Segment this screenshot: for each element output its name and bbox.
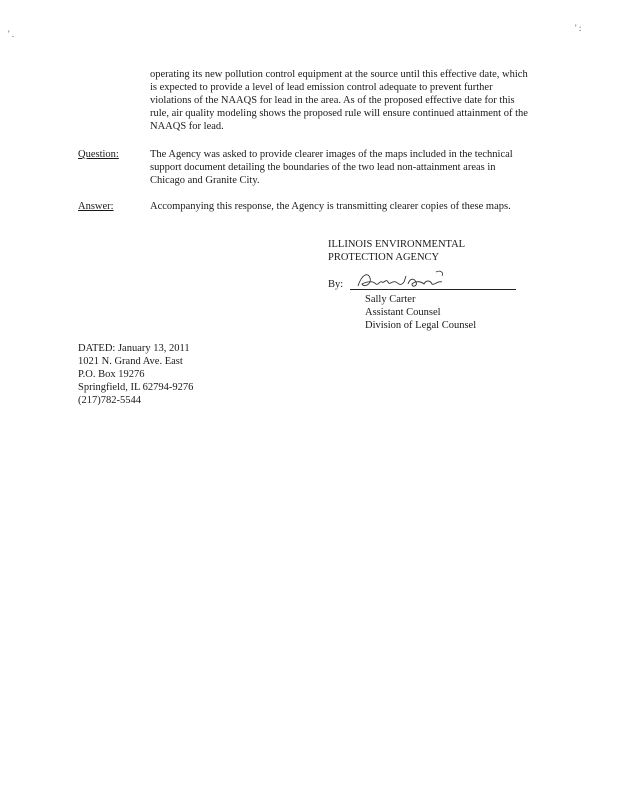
question-label: Question:: [78, 149, 119, 160]
signer-division: Division of Legal Counsel: [365, 320, 477, 331]
paragraph-line: operating its new pollution control equipment at the source until this effective date, which: [150, 69, 528, 80]
agency-line: PROTECTION AGENCY: [328, 252, 440, 263]
question-line: Chicago and Granite City.: [150, 175, 260, 186]
paragraph-line: NAAQS for lead.: [150, 121, 224, 132]
dated-line: DATED: January 13, 2011: [78, 343, 190, 354]
question-line: support document detailing the boundaries of the two lead non-attainment areas in: [150, 162, 496, 173]
scan-mark-top-right: ' :: [575, 23, 582, 33]
answer-label: Answer:: [78, 201, 114, 212]
handwritten-signature: [352, 268, 462, 294]
address-line: 1021 N. Grand Ave. East: [78, 356, 183, 367]
paragraph-line: is expected to provide a level of lead emission control adequate to prevent further: [150, 82, 493, 93]
continued-paragraph: [150, 68, 550, 133]
agency-name: [328, 238, 548, 264]
signer-name: Sally Carter: [365, 294, 416, 305]
question-line: The Agency was asked to provide clearer images of the maps included in the technical: [150, 149, 513, 160]
by-label: By:: [328, 279, 344, 290]
address-line: Springfield, IL 62794-9276: [78, 382, 194, 393]
answer-text: [150, 200, 560, 213]
signer-title: Assistant Counsel: [365, 307, 441, 318]
paragraph-line: rule, air quality modeling shows the proposed rule will ensure continued attainment of the: [150, 108, 528, 119]
signature-line: [328, 278, 528, 294]
scan-mark-top-left: ' .: [8, 29, 15, 39]
question-text: [150, 148, 560, 187]
answer-line: Accompanying this response, the Agency is transmitting clearer copies of these maps.: [150, 201, 511, 212]
paragraph-line: violations of the NAAQS for lead in the area. As of the proposed effective date for this: [150, 95, 515, 106]
signer-details: [365, 293, 565, 332]
dated-address-block: [78, 342, 278, 407]
agency-line: ILLINOIS ENVIRONMENTAL: [328, 239, 466, 250]
phone-line: (217)782-5544: [78, 395, 141, 406]
address-line: P.O. Box 19276: [78, 369, 145, 380]
